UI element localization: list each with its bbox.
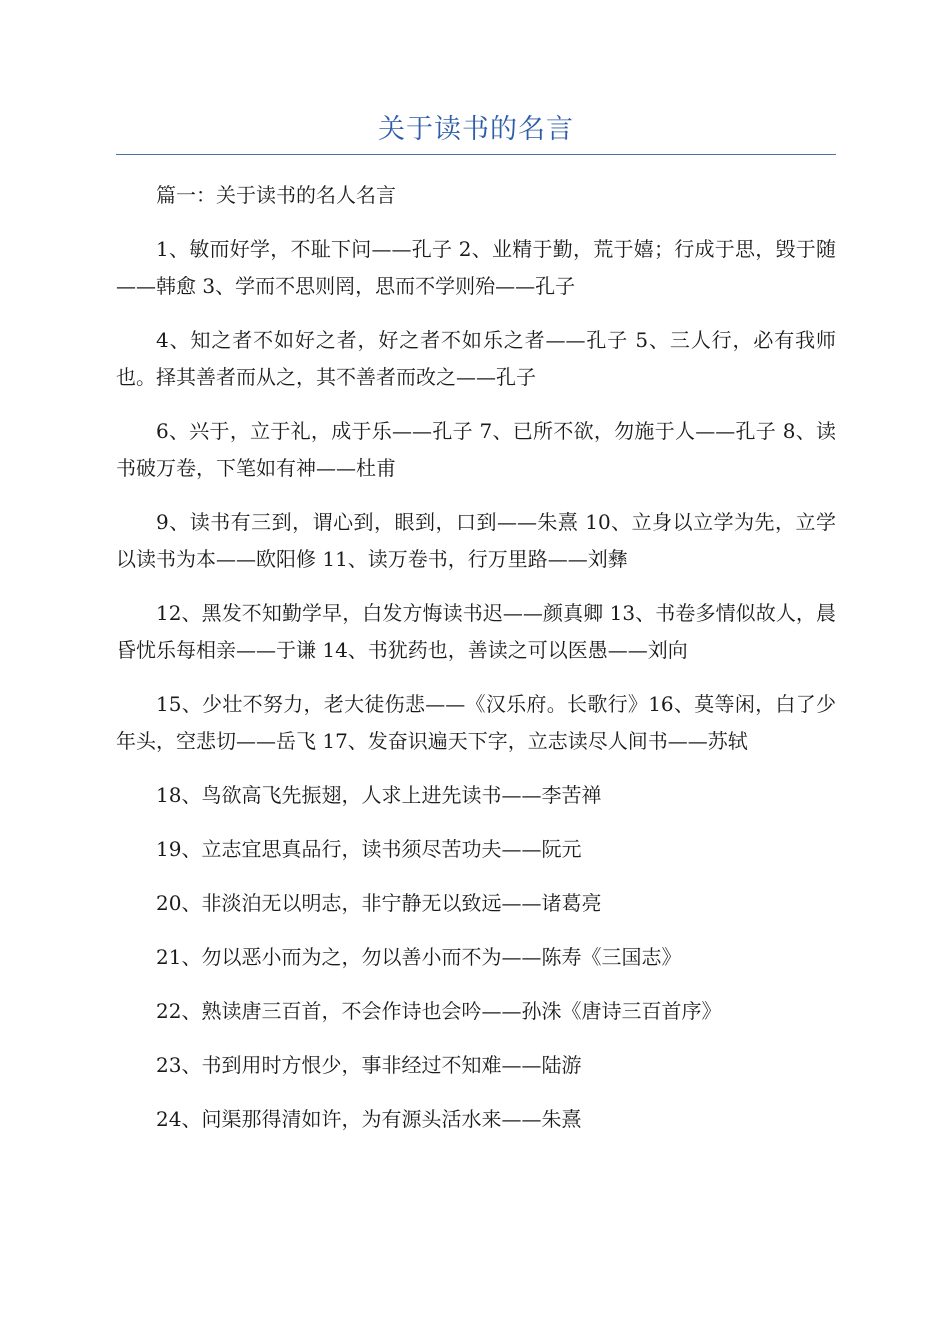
quote-paragraph: 9、读书有三到，谓心到，眼到，口到——朱熹 10、立身以立学为先，立学以读书为本——欧阳修 11、读万卷书，行万里路——刘彝 [116,510,836,571]
document-page [116,110,836,1155]
quote-paragraph: 21、勿以恶小而为之，勿以善小而不为——陈寿《三国志》 [156,945,682,969]
quote-paragraph: 22、熟读唐三百首，不会作诗也会吟——孙洙《唐诗三百首序》 [156,999,722,1023]
title-underline [116,154,836,155]
quote-paragraph: 15、少壮不努力，老大徒伤悲——《汉乐府。长歌行》16、莫等闲，白了少年头，空悲切——岳飞 17、发奋识遍天下字，立志读尽人间书——苏轼 [116,692,836,753]
quote-paragraph: 12、黑发不知勤学早，白发方悔读书迟——颜真卿 13、书卷多情似故人，晨昏忧乐每相亲——于谦 14、书犹药也，善读之可以医愚——刘向 [116,601,836,662]
quote-paragraph: 6、兴于，立于礼，成于乐——孔子 7、已所不欲，勿施于人——孔子 8、读书破万卷，下笔如有神——杜甫 [116,419,836,480]
quote-paragraph: 18、鸟欲高飞先振翅，人求上进先读书——李苦禅 [156,783,602,807]
quote-paragraph: 1、敏而好学，不耻下问——孔子 2、业精于勤，荒于嬉；行成于思，毁于随——韩愈 3、学而不思则罔，思而不学则殆——孔子 [116,237,836,298]
quote-paragraph: 20、非淡泊无以明志，非宁静无以致远——诸葛亮 [156,891,602,915]
section-heading: 篇一：关于读书的名人名言 [156,183,396,207]
document-title: 关于读书的名言 [378,114,574,145]
document-body [116,177,836,1138]
quote-paragraph: 24、问渠那得清如许，为有源头活水来——朱熹 [156,1107,582,1131]
quote-paragraph: 4、知之者不如好之者，好之者不如乐之者——孔子 5、三人行，必有我师也。择其善者而从之，其不善者而改之——孔子 [116,328,836,389]
quote-paragraph: 23、书到用时方恨少，事非经过不知难——陆游 [156,1053,582,1077]
quote-paragraph: 19、立志宜思真品行，读书须尽苦功夫——阮元 [156,837,582,861]
